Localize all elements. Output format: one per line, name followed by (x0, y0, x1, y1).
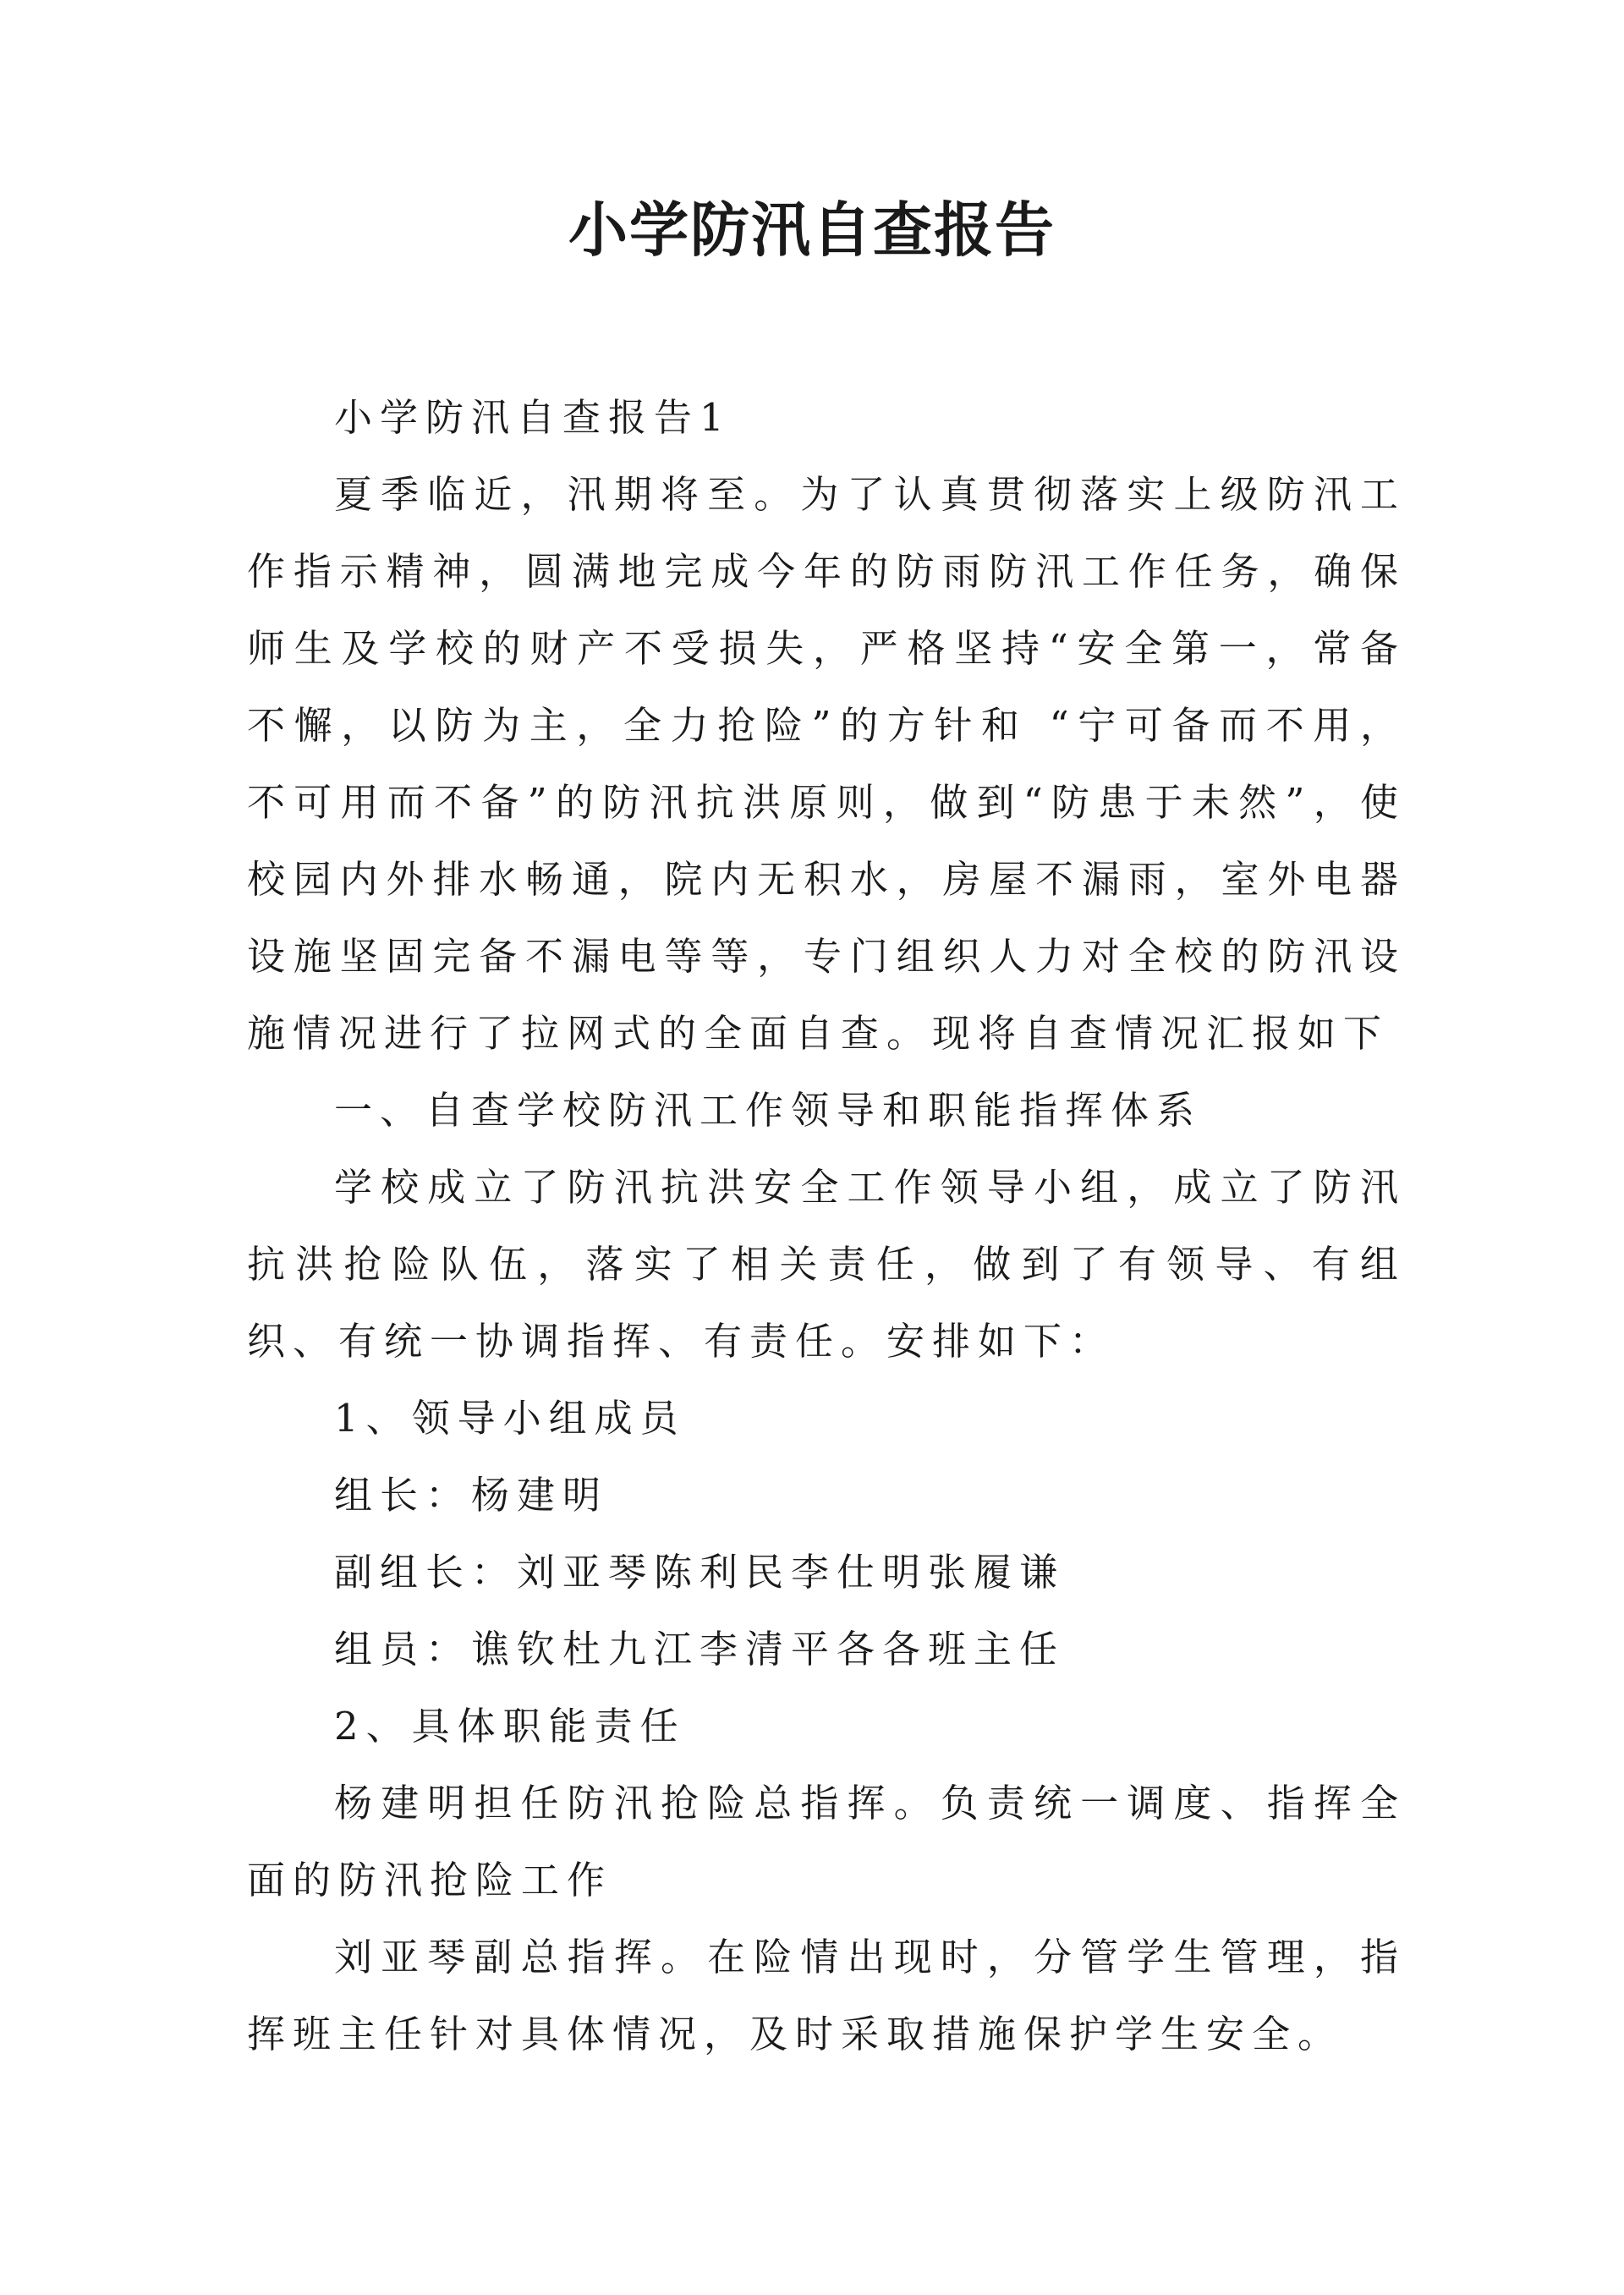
duty-paragraph-deputy: 刘亚琴副总指挥。在险情出现时，分管学生管理，指挥班主任针对具体情况，及时采取措施保护学生安全。 (247, 1935, 1406, 2056)
deputy-leaders-line: 副组长：刘亚琴陈利民李仕明张履谦 (334, 1550, 1066, 1595)
duty-paragraph-commander: 杨建明担任防汛抢险总指挥。负责统一调度、指挥全面的防汛抢险工作 (247, 1781, 1406, 1902)
subtitle-paragraph: 小学防汛自查报告1 (334, 395, 732, 440)
document-title: 小学防汛自查报告 (568, 195, 1056, 265)
document-body (247, 379, 1406, 2073)
leader-line: 组长：杨建明 (334, 1473, 609, 1518)
body-paragraph: 学校成立了防汛抗洪安全工作领导小组，成立了防汛抗洪抢险队伍，落实了相关责任，做到了有领导、有组织、有统一协调指挥、有责任。安排如下： (247, 1165, 1406, 1364)
list-heading-members: 1、领导小组成员 (334, 1396, 686, 1441)
section-heading-1: 一、自查学校防汛工作领导和职能指挥体系 (334, 1088, 1203, 1133)
list-heading-duties: 2、具体职能责任 (334, 1704, 686, 1749)
members-line: 组员：谯钦杜九江李清平各各班主任 (334, 1627, 1066, 1672)
intro-paragraph: 夏季临近，汛期将至。为了认真贯彻落实上级防汛工作指示精神，圆满地完成今年的防雨防汛工作任务，确保师生及学校的财产不受损失，严格坚持“安全第一，常备不懈，以防为主，全力抢险”的方针和 “宁可备而不用，不可用而不备”的防汛抗洪原则，做到“防患于未然”，使校园内外排水畅通，院内无积水，房屋不漏雨，室外电器设施坚固完备不漏电等等，专门组织人力对全校的防汛设施情况进行了拉网式的全面自查。现将自查情况汇报如下 (247, 472, 1406, 1056)
